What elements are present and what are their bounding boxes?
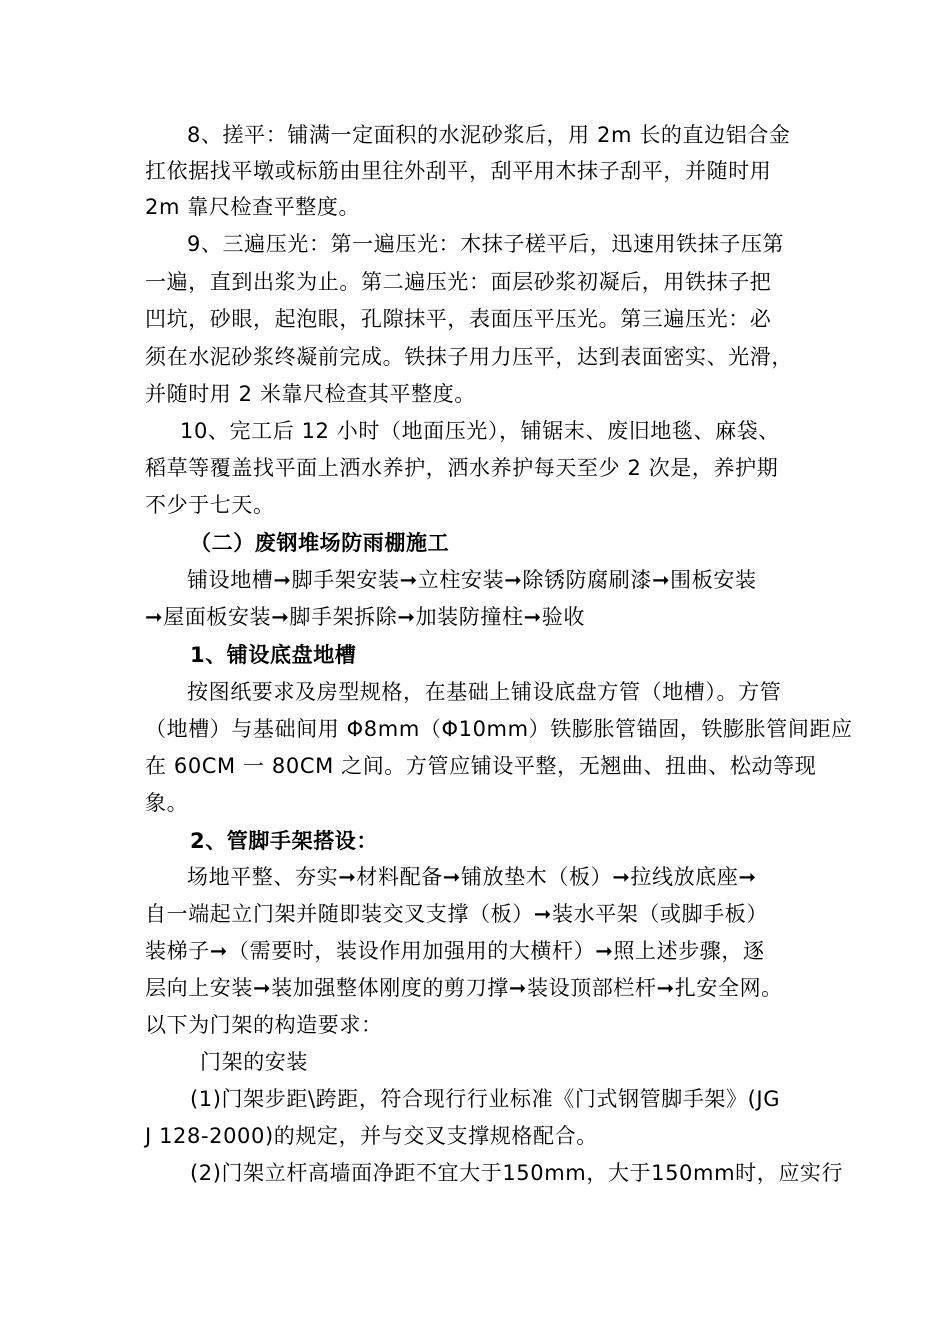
paragraph-line: 10、完工后 12 小时（地面压光），铺锯末、废旧地毯、麻袋、 (180, 419, 780, 443)
paragraph-line: 不少于七天。 (145, 493, 275, 517)
paragraph-line: 稻草等覆盖找平面上洒水养护，洒水养护每天至少 2 次是，养护期 (145, 456, 779, 480)
process-flow-line: 层向上安装➞装加强整体刚度的剪刀撑➞装设顶部栏杆➞扎安全网。 (145, 976, 783, 1000)
paragraph-line: 一遍，直到出浆为止。第二遍压光：面层砂浆初凝后，用铁抹子把 (145, 270, 772, 294)
paragraph-line: 2m 靠尺检查平整度。 (145, 195, 361, 219)
process-flow-line: ➞屋面板安装➞脚手架拆除➞加装防撞柱➞验收 (145, 605, 585, 629)
paragraph-line: 9、三遍压光：第一遍压光：木抹子槎平后，迅速用铁抹子压第 (187, 232, 785, 256)
subsection-heading: 2、管脚手架搭设： (190, 829, 379, 853)
paragraph-line: 并随时用 2 米靠尺检查其平整度。 (145, 382, 476, 406)
paragraph-line: (2)门架立杆高墙面净距不宜大于150mm，大于150mm时，应实行 (190, 1161, 844, 1185)
paragraph-line: J 128-2000)的规定，并与交叉支撑规格配合。 (145, 1124, 598, 1148)
paragraph-line: （地槽）与基础间用 Φ8mm（Φ10mm）铁膨胀管锚固，铁膨胀管间距应 (145, 717, 853, 741)
section-heading: （二）废钢堆场防雨棚施工 (190, 531, 450, 555)
paragraph-line: 扛依据找平墩或标筋由里往外刮平，刮平用木抹子刮平，并随时用 (145, 159, 772, 183)
paragraph-line: 凹坑，砂眼，起泡眼，孔隙抹平，表面压平压光。第三遍压光：必 (145, 307, 772, 331)
process-flow-line: 自一端起立门架并随即装交叉支撑（板）➞装水平架（或脚手板） (145, 902, 768, 926)
process-flow-line: 铺设地槽➞脚手架安装➞立柱安装➞除锈防腐刷漆➞围板安装 (187, 568, 757, 592)
paragraph-line: 象。 (145, 791, 189, 815)
paragraph-line: 按图纸要求及房型规格，在基础上铺设底盘方管（地槽）。方管 (187, 680, 782, 704)
subsection-heading: 1、铺设底盘地槽 (190, 643, 357, 667)
process-flow-line: 场地平整、夯实➞材料配备➞铺放垫木（板）➞拉线放底座➞ (187, 865, 757, 889)
paragraph-line: 须在水泥砂浆终凝前完成。铁抹子用力压平，达到表面密实、光滑， (145, 345, 793, 369)
subheading-line: 门架的安装 (200, 1050, 308, 1074)
process-flow-line: 装梯子➞（需要时，装设作用加强用的大横杆）➞照上述步骤，逐 (145, 939, 765, 963)
paragraph-line: 8、搓平：铺满一定面积的水泥砂浆后，用 2m 长的直边铝合金 (187, 123, 791, 147)
paragraph-line: 在 60CM 一 80CM 之间。方管应铺设平整，无翘曲、扭曲、松动等现 (145, 754, 817, 778)
paragraph-line: (1)门架步距\跨距，符合现行行业标准《门式钢管脚手架》(JG (190, 1087, 781, 1111)
paragraph-line: 以下为门架的构造要求： (145, 1013, 383, 1037)
